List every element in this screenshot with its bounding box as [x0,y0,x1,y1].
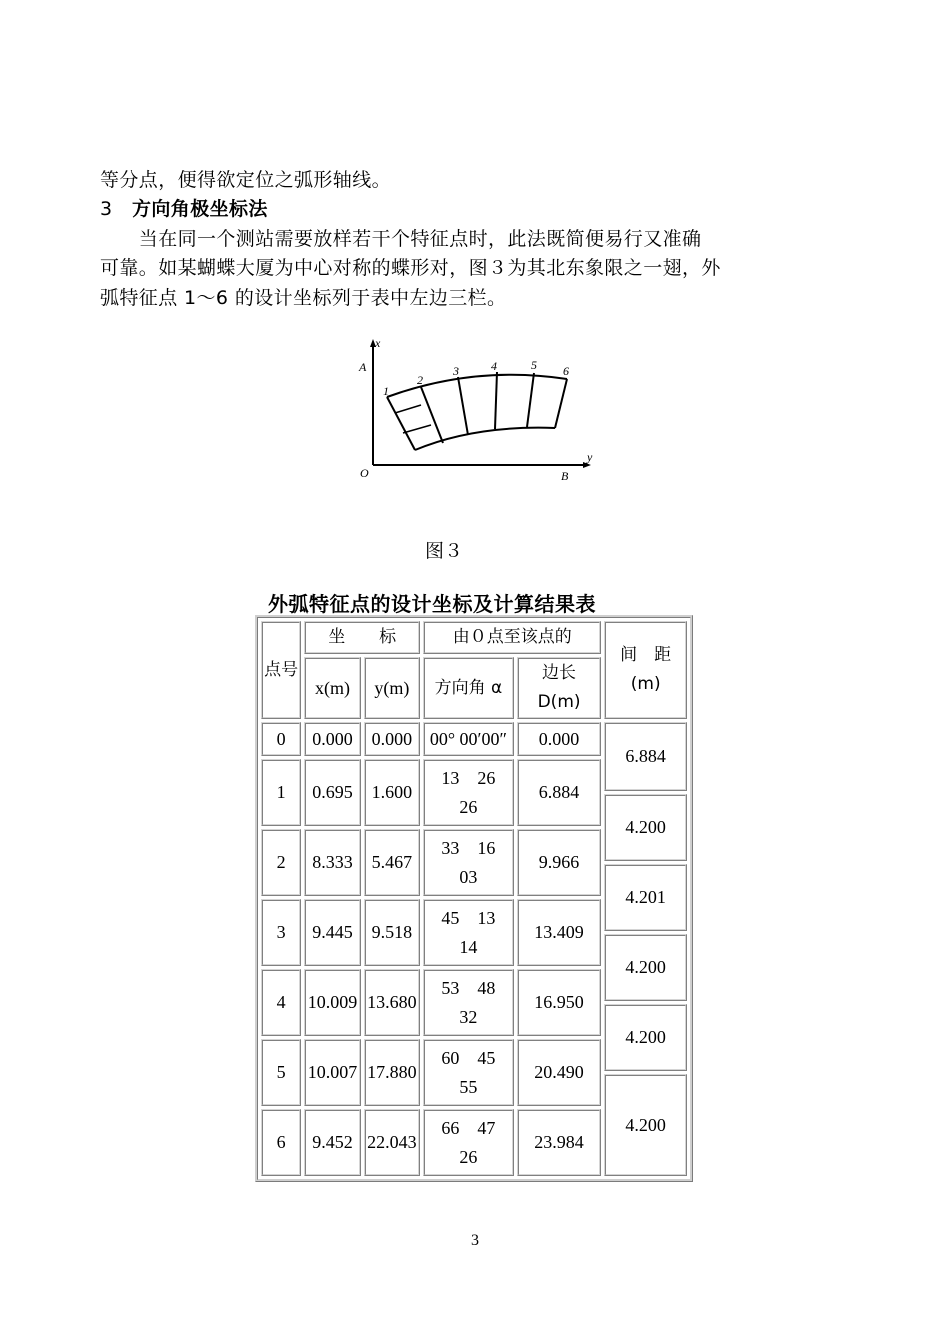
page-number: 3 [471,1232,479,1249]
cell-x: 10.007 [304,1039,360,1106]
text-line-1: 等分点，便得欲定位之弧形轴线。 [100,169,392,191]
paragraph-line-3: 弧特征点 1～6 的设计坐标列于表中左边三栏。 [100,287,507,309]
cell-angle: 60 45 55 [423,1039,514,1106]
table-title: 外弧特征点的设计坐标及计算结果表 [268,592,596,616]
cell-y: 0.000 [364,722,420,756]
cell-spacing: 4.200 [604,1074,687,1176]
point-1-label: 1 [383,384,389,398]
cell-y: 9.518 [364,899,420,966]
divider-3 [458,377,468,435]
cell-point: 4 [261,969,301,1036]
cell-side-length: 16.950 [517,969,602,1036]
figure-caption: 图３ [424,540,463,562]
cell-x: 0.695 [304,759,360,826]
point-3-label: 3 [453,364,459,378]
cell-side-length: 20.490 [517,1039,602,1106]
cell-angle: 00° 00′00″ [423,722,514,756]
cell-y: 13.680 [364,969,420,1036]
cell-y: 1.600 [364,759,420,826]
outer-arc [387,375,567,397]
cell-point: 3 [261,899,301,966]
x-axis-label: x [375,336,381,350]
cell-point: 6 [261,1109,301,1176]
divider-5 [527,373,534,427]
point-4-label: 4 [491,359,497,373]
cell-x: 9.452 [304,1109,360,1176]
inner-arc [415,428,555,450]
divider-4 [495,372,497,429]
origin-label: O [360,466,369,480]
point-6-label: 6 [563,364,569,378]
point-b-label: B [561,469,569,483]
cell-point: 5 [261,1039,301,1106]
cell-x: 8.333 [304,829,360,896]
cell-side-length: 0.000 [517,722,602,756]
section-title: 方向角极坐标法 [132,198,268,220]
header-spacing: 间 距 (m) [604,621,687,719]
header-x: x(m) [304,657,360,719]
y-axis-label: y [587,450,593,464]
cell-point: 1 [261,759,301,826]
header-from-point-0: 由０点至该点的 [423,621,601,654]
cell-spacing: 4.200 [604,794,687,861]
paragraph-line-2: 可靠。如某蝴蝶大厦为中心对称的蝶形对，图３为其北东象限之一翅，外 [100,257,721,279]
header-y: y(m) [364,657,420,719]
cell-side-length: 13.409 [517,899,602,966]
header-side-length: 边长 D(m) [517,657,602,719]
coordinates-table [255,615,693,1182]
figure-3-diagram [355,335,605,490]
inner-brace-2 [403,425,431,433]
section-heading [100,196,268,222]
right-edge [555,379,567,428]
cell-y: 5.467 [364,829,420,896]
cell-x: 10.009 [304,969,360,1036]
header-coordinates: 坐 标 [304,621,420,654]
cell-x: 0.000 [304,722,360,756]
point-5-label: 5 [531,358,537,372]
point-2-label: 2 [417,373,423,387]
header-angle: 方向角 α [423,657,514,719]
cell-angle: 66 47 26 [423,1109,514,1176]
paragraph-line-1: 当在同一个测站需要放样若干个特征点时，此法既简便易行又准确 [100,228,702,250]
cell-side-length: 23.984 [517,1109,602,1176]
cell-point: 2 [261,829,301,896]
table-row [261,722,687,756]
cell-spacing: 4.200 [604,1004,687,1071]
cell-angle: 45 13 14 [423,899,514,966]
cell-spacing: 4.200 [604,934,687,1001]
inner-brace-1 [395,405,421,413]
header-point: 点号 [261,621,301,719]
cell-spacing: 4.201 [604,864,687,931]
cell-angle: 13 26 26 [423,759,514,826]
cell-y: 17.880 [364,1039,420,1106]
cell-angle: 53 48 32 [423,969,514,1036]
cell-side-length: 6.884 [517,759,602,826]
cell-side-length: 9.966 [517,829,602,896]
cell-spacing: 6.884 [604,722,687,791]
butterfly-wing-sketch [355,335,605,490]
left-edge [387,397,415,450]
section-number: 3 [100,198,113,220]
cell-y: 22.043 [364,1109,420,1176]
divider-2 [421,387,443,443]
cell-angle: 33 16 03 [423,829,514,896]
cell-point: 0 [261,722,301,756]
cell-x: 9.445 [304,899,360,966]
point-a-label: A [359,360,367,374]
